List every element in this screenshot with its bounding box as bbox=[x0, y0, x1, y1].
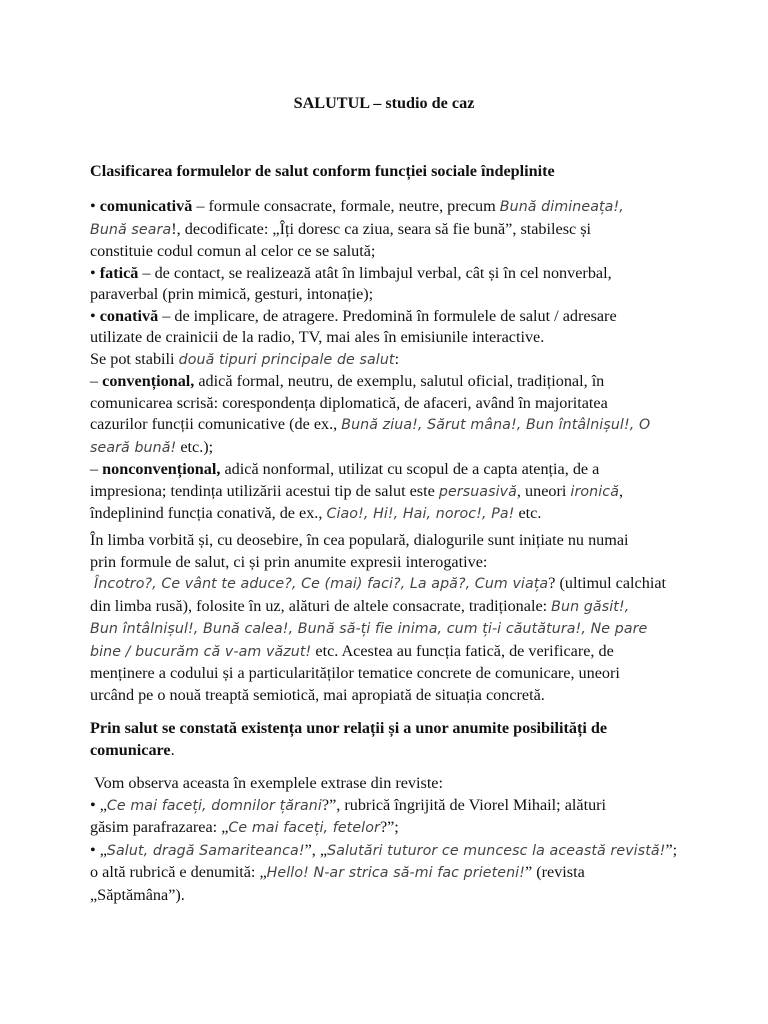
text-line: prin formule de salut, ci și prin anumite expresii interogative: bbox=[90, 552, 488, 571]
text-line: Se pot stabili două tipuri principale de salut: bbox=[90, 349, 400, 368]
section-heading bbox=[90, 161, 690, 183]
text-line: din limba rusă), folosite în uz, alături de altele consacrate, tradiționale: Bun găsit!, bbox=[90, 596, 630, 615]
text-line: constituie codul comun al celor ce se salută; bbox=[90, 242, 376, 260]
text-line: utilizate de crainicii de la radio, TV, mai ales în emisiunile interactive. bbox=[90, 328, 545, 346]
examples-list bbox=[90, 773, 690, 906]
text-line: • „Ce mai faceți, domnilor țărani?”, rubrică îngrijită de Viorel Mihail; alături bbox=[90, 795, 607, 814]
text-line: – convențional, adică formal, neutru, de exemplu, salutul oficial, tradițional, în bbox=[90, 372, 605, 390]
text-line: comunicare. bbox=[90, 740, 175, 759]
text-line: „Săptămâna”). bbox=[90, 885, 185, 904]
text-line: Vom observa aceasta în exemplele extrase din reviste: bbox=[90, 774, 443, 792]
text-line: • conativă – de implicare, de atragere. Predomină în formulele de salut / adresare bbox=[90, 306, 617, 325]
text-line: seară bună! etc.); bbox=[90, 437, 214, 456]
paragraph-spoken-language bbox=[90, 530, 690, 706]
page-title: SALUTUL – studio de caz bbox=[293, 94, 475, 112]
text-line: găsim parafrazarea: „Ce mai faceți, fetelor?”; bbox=[90, 818, 399, 836]
text-line: În limba vorbită și, cu deosebire, în cea populară, dialogurile sunt inițiate nu numai bbox=[90, 531, 629, 549]
text-line: Bun întâlnișul!, Bună calea!, Bună să-ți fie inima, cum ți-i căutătura!, Ne pare bbox=[90, 621, 648, 637]
function-list bbox=[90, 196, 690, 526]
text-line: Încotro?, Ce vânt te aduce?, Ce (mai) faci?, La apă?, Cum viața? (ultimul calchiat bbox=[94, 574, 666, 592]
text-line: • fatică – de contact, se realizează atât în limbajul verbal, cât și în cel nonverbal, bbox=[90, 263, 612, 282]
text-line: • „Salut, dragă Samariteanca!”, „Salutări tuturor ce muncesc la această revistă!”; bbox=[90, 840, 678, 859]
text-line: bine / bucurăm că v-am văzut! etc. Acestea au funcția fatică, de verificare, de bbox=[90, 641, 614, 660]
text-line: cazurilor funcții comunicative (de ex., Bună ziua!, Sărut mâna!, Bun întâlnișul!, O bbox=[90, 415, 651, 433]
text-line: urcând pe o nouă treaptă semiotică, mai apropiată de situația concretă. bbox=[90, 685, 545, 704]
text-line: • comunicativă – formule consacrate, formale, neutre, precum Bună dimineața!, bbox=[90, 197, 624, 215]
text-line: Bună seara!, decodificate: „Îți doresc ca ziua, seara să fie bună”, stabilesc și bbox=[90, 219, 592, 238]
text-line: Prin salut se constată existența unor relații și a unor anumite posibilități de bbox=[90, 719, 608, 737]
bold-statement bbox=[90, 718, 690, 761]
text-line: menținere a codului și a particularităților tematice concrete de comunicare, uneori bbox=[90, 664, 620, 682]
text-line: o altă rubrică e denumită: „Hello! N-ar strica să-mi fac prieteni!” (revista bbox=[90, 863, 585, 881]
text-line: îndeplinind funcția conativă, de ex., Ciao!, Hi!, Hai, noroc!, Pa! etc. bbox=[90, 504, 542, 522]
heading-text: Clasificarea formulelor de salut conform funcției sociale îndeplinite bbox=[90, 162, 555, 180]
text-line: comunicarea scrisă: corespondența diplomatică, de afaceri, având în majoritatea bbox=[90, 393, 608, 412]
text-line: – nonconvențional, adică nonformal, utilizat cu scopul de a capta atenția, de a bbox=[90, 460, 600, 478]
text-line: paraverbal (prin mimică, gesturi, intonație); bbox=[90, 285, 374, 303]
text-line: impresiona; tendința utilizării acestui tip de salut este persuasivă, uneori ironică, bbox=[90, 481, 624, 500]
